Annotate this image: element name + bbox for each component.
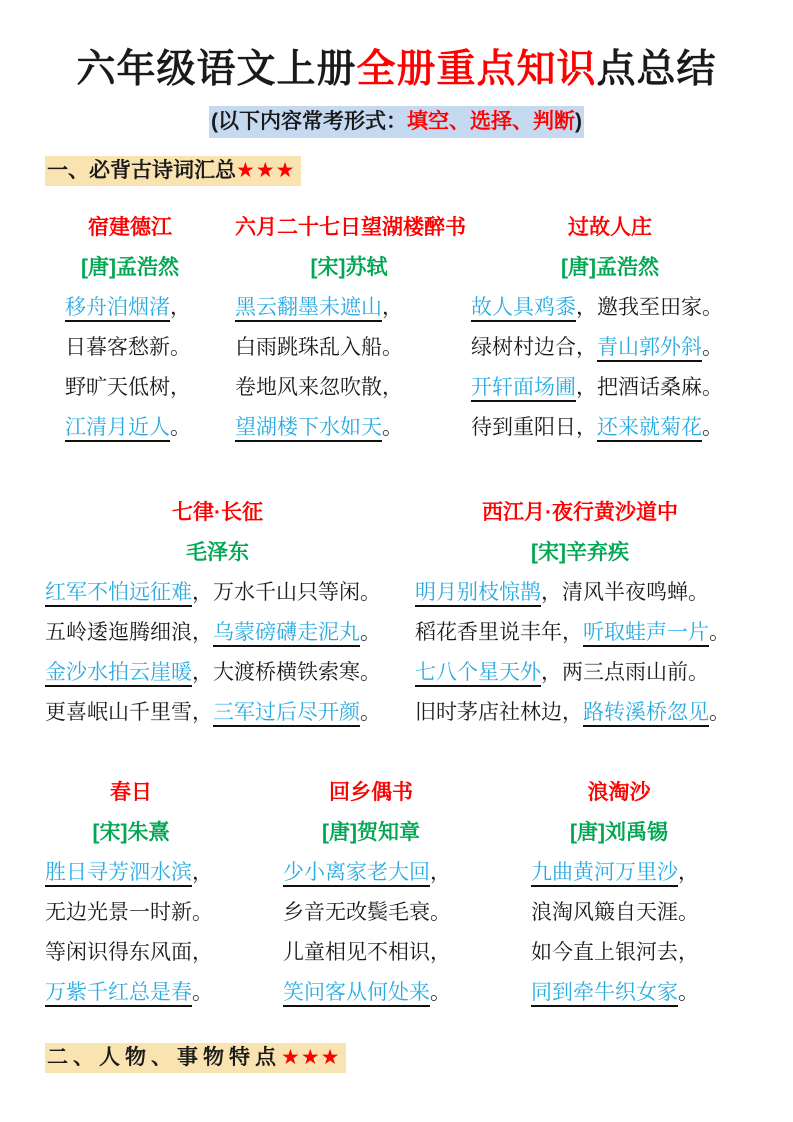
key-phrase-underlined: 乌蒙磅礴走泥丸	[213, 621, 360, 647]
key-phrase-underlined: 江清月近人	[65, 416, 170, 442]
poem-column	[531, 773, 707, 1013]
poem-title: 浪淘沙	[587, 781, 651, 804]
poem-line	[45, 288, 215, 328]
poem-line	[45, 933, 217, 973]
poem-line	[531, 933, 707, 973]
poem-text: 稻花香里说丰年，	[415, 621, 583, 644]
poem-line	[415, 613, 745, 653]
subtitle-row	[0, 106, 793, 138]
poem-text: 。	[702, 416, 723, 439]
poem-text: ，	[170, 296, 191, 319]
poem-text: ，邀我至田家。	[576, 296, 723, 319]
subtitle-segment-black-2: )	[575, 110, 582, 133]
poem-line	[235, 368, 463, 408]
key-phrase-underlined: 万紫千红总是春	[45, 981, 192, 1007]
poem-text: 。	[192, 981, 213, 1004]
poem-text: 五岭逶迤腾细浪，	[45, 621, 213, 644]
poem-text: 日暮客愁新。	[65, 336, 191, 359]
poem-text: 更喜岷山千里雪，	[45, 701, 213, 724]
poem-line	[283, 853, 459, 893]
poem-author: [宋]辛弃疾	[531, 541, 629, 564]
poem-line	[531, 893, 707, 933]
key-phrase-underlined: 金沙水拍云崖暖	[45, 661, 192, 687]
poem-line	[471, 328, 749, 368]
poem-text: 。	[430, 981, 451, 1004]
poem-text: ，万水千山只等闲。	[192, 581, 381, 604]
poem-row-1	[45, 208, 793, 448]
poem-text: 。	[709, 621, 730, 644]
poem-title: 七律·长征	[172, 501, 263, 524]
poem-text: 卷地风来忽吹散，	[235, 376, 403, 399]
poem-text: ，两三点雨山前。	[541, 661, 709, 684]
poem-row-2	[45, 493, 793, 733]
poem-author: [唐]贺知章	[322, 821, 420, 844]
poem-text: ，	[430, 861, 451, 884]
poem-text: 野旷天低树，	[65, 376, 191, 399]
poem-author: [宋]苏轼	[310, 256, 388, 279]
poem-line	[45, 653, 390, 693]
poem-column	[471, 208, 749, 448]
poem-column	[45, 493, 390, 733]
poem-text: 如今直上银河去，	[531, 941, 699, 964]
poem-text: 。	[709, 701, 730, 724]
title-segment-black-1: 六年级语文上册	[76, 48, 357, 91]
poem-row-3	[45, 773, 793, 1013]
poem-line	[45, 368, 215, 408]
poem-line	[471, 288, 749, 328]
poem-text: 等闲识得东风面，	[45, 941, 213, 964]
poem-line	[45, 853, 217, 893]
poem-title: 过故人庄	[568, 216, 652, 239]
key-phrase-underlined: 望湖楼下水如天	[235, 416, 382, 442]
poem-line	[45, 973, 217, 1013]
key-phrase-underlined: 胜日寻芳泗水滨	[45, 861, 192, 887]
section-1-label: 一、必背古诗词汇总	[47, 159, 236, 182]
subtitle	[209, 106, 584, 138]
poem-title: 宿建德江	[88, 216, 172, 239]
poem-line	[283, 893, 459, 933]
poem-text: 白雨跳珠乱入船。	[235, 336, 403, 359]
poem-text: 浪淘风簸自天涯。	[531, 901, 699, 924]
poem-author: [唐]孟浩然	[561, 256, 659, 279]
section-heading-1	[45, 156, 301, 186]
poem-column	[415, 493, 745, 733]
poem-text: 绿树村边合，	[471, 336, 597, 359]
poem-text: 乡音无改鬓毛衰。	[283, 901, 451, 924]
key-phrase-underlined: 笑问客从何处来	[283, 981, 430, 1007]
section-1-row	[0, 156, 793, 186]
poem-line	[471, 368, 749, 408]
poem-text: 无边光景一时新。	[45, 901, 213, 924]
poem-text: ，清风半夜鸣蝉。	[541, 581, 709, 604]
poem-text: 儿童相见不相识，	[283, 941, 451, 964]
poem-line	[531, 973, 707, 1013]
key-phrase-underlined: 开轩面场圃	[471, 376, 576, 402]
poem-text: ，	[678, 861, 699, 884]
poem-text: 旧时茅店社林边，	[415, 701, 583, 724]
key-phrase-underlined: 七八个星天外	[415, 661, 541, 687]
poem-text: 。	[170, 416, 191, 439]
poem-text: 。	[360, 621, 381, 644]
page-title	[0, 0, 793, 96]
poem-line	[45, 893, 217, 933]
poem-author: 毛泽东	[186, 541, 249, 564]
poem-column	[45, 773, 217, 1013]
poem-title: 西江月·夜行黄沙道中	[482, 501, 678, 524]
section-2-row	[0, 1043, 793, 1073]
poem-text: 。	[702, 336, 723, 359]
poem-line	[45, 613, 390, 653]
poem-line	[45, 573, 390, 613]
key-phrase-underlined: 三军过后尽开颜	[213, 701, 360, 727]
poem-author: [唐]孟浩然	[81, 256, 179, 279]
poem-line	[45, 408, 215, 448]
section-heading-2	[45, 1043, 346, 1073]
poem-author: [唐]刘禹锡	[570, 821, 668, 844]
key-phrase-underlined: 还来就菊花	[597, 416, 702, 442]
poem-line	[531, 853, 707, 893]
key-phrase-underlined: 黑云翻墨未遮山	[235, 296, 382, 322]
key-phrase-underlined: 故人具鸡黍	[471, 296, 576, 322]
key-phrase-underlined: 少小离家老大回	[283, 861, 430, 887]
poem-column	[235, 208, 466, 448]
key-phrase-underlined: 青山郭外斜	[597, 336, 702, 362]
poem-line	[415, 573, 745, 613]
poem-text: 。	[360, 701, 381, 724]
poem-title: 回乡偶书	[329, 781, 413, 804]
poem-line	[45, 693, 390, 733]
poem-line	[415, 693, 745, 733]
title-segment-red: 全册重点知识	[356, 48, 597, 91]
key-phrase-underlined: 路转溪桥忽见	[583, 701, 709, 727]
poem-column	[283, 773, 459, 1013]
key-phrase-underlined: 红军不怕远征难	[45, 581, 192, 607]
poem-line	[283, 973, 459, 1013]
poem-title: 六月二十七日望湖楼醉书	[235, 216, 466, 239]
poem-line	[235, 288, 463, 328]
poem-line	[45, 328, 215, 368]
poem-text: 。	[382, 416, 403, 439]
poem-text: ，	[382, 296, 403, 319]
poem-text: ，把酒话桑麻。	[576, 376, 723, 399]
subtitle-segment-red: 填空、选择、判断	[407, 110, 575, 133]
title-segment-black-2: 点总结	[596, 48, 717, 91]
poem-text: 待到重阳日，	[471, 416, 597, 439]
section-2-label: 二、人物、事物特点	[47, 1046, 281, 1069]
key-phrase-underlined: 听取蛙声一片	[583, 621, 709, 647]
subtitle-segment-black-1: (以下内容常考形式：	[211, 110, 407, 133]
poem-author: [宋]朱熹	[92, 821, 170, 844]
poem-title: 春日	[110, 781, 152, 804]
key-phrase-underlined: 明月别枝惊鹊	[415, 581, 541, 607]
poem-line	[235, 408, 463, 448]
poem-line	[283, 933, 459, 973]
key-phrase-underlined: 同到牵牛织女家	[531, 981, 678, 1007]
key-phrase-underlined: 移舟泊烟渚	[65, 296, 170, 322]
poem-text: ，	[192, 861, 213, 884]
poem-line	[235, 328, 463, 368]
poem-column	[45, 208, 215, 448]
poem-text: 。	[678, 981, 699, 1004]
poem-line	[471, 408, 749, 448]
poem-line	[415, 653, 745, 693]
poem-text: ，大渡桥横铁索寒。	[192, 661, 381, 684]
section-1-stars-icon: ★★★	[236, 159, 296, 182]
section-2-stars-icon: ★★★	[281, 1046, 341, 1069]
key-phrase-underlined: 九曲黄河万里沙	[531, 861, 678, 887]
